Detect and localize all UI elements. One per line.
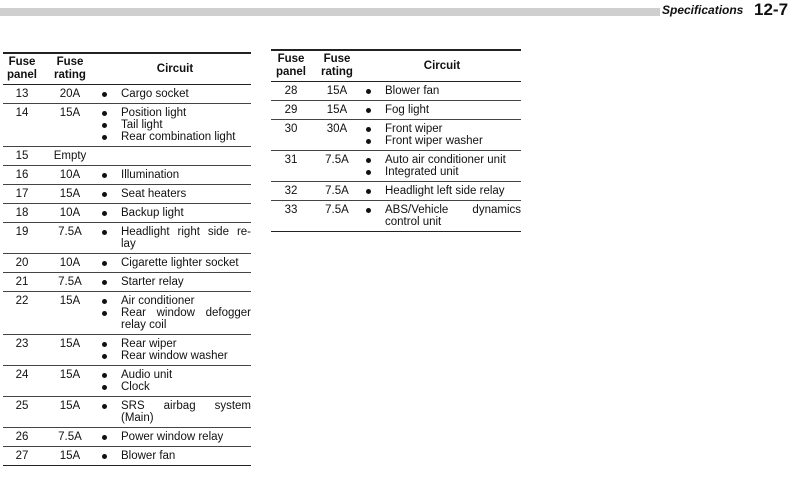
table-row xyxy=(3,428,251,447)
circuit-cell xyxy=(99,397,251,428)
fuse-rating-header xyxy=(41,53,99,85)
circuit-cell xyxy=(99,166,251,185)
circuit-item: Position light xyxy=(99,107,251,119)
circuit-list xyxy=(363,185,521,197)
fuse-rating-cell: 15A xyxy=(41,292,99,335)
fuse-rating-cell: 7.5A xyxy=(41,273,99,292)
fuse-panel-header xyxy=(3,53,41,85)
fuse-rating-cell: 10A xyxy=(41,166,99,185)
circuit-item: Power window relay xyxy=(99,431,251,443)
table-header-row xyxy=(271,50,521,82)
fuse-panel-cell: 16 xyxy=(3,166,41,185)
fuse-panel-cell: 29 xyxy=(271,101,311,120)
circuit-cell xyxy=(99,223,251,254)
fuse-rating-header xyxy=(311,50,363,82)
fuse-panel-cell: 31 xyxy=(271,151,311,182)
fuse-panel-header-line1: Fuse xyxy=(8,56,36,68)
page-number: 12-7 xyxy=(754,0,789,19)
fuse-panel-cell: 21 xyxy=(3,273,41,292)
circuit-cell xyxy=(99,292,251,335)
circuit-list xyxy=(363,204,521,228)
header-bar xyxy=(0,8,660,16)
fuse-table-right-body xyxy=(271,82,521,232)
circuit-item: Blower fan xyxy=(99,450,251,462)
fuse-table-left xyxy=(3,52,251,466)
fuse-rating-cell: 7.5A xyxy=(311,151,363,182)
fuse-rating-cell: 15A xyxy=(41,185,99,204)
circuit-list xyxy=(363,104,521,116)
circuit-item: Clock xyxy=(99,381,251,393)
fuse-rating-cell: 30A xyxy=(311,120,363,151)
table-row xyxy=(271,201,521,232)
fuse-rating-cell: 7.5A xyxy=(41,223,99,254)
fuse-table-left-body xyxy=(3,85,251,466)
table-row xyxy=(3,166,251,185)
circuit-cell xyxy=(99,366,251,397)
circuit-cell xyxy=(363,201,521,232)
table-row xyxy=(271,82,521,101)
circuit-cell xyxy=(99,335,251,366)
table-row xyxy=(3,335,251,366)
table-row xyxy=(271,101,521,120)
circuit-list xyxy=(99,431,251,443)
fuse-panel-cell: 24 xyxy=(3,366,41,397)
circuit-header: Circuit xyxy=(363,50,521,82)
fuse-rating-cell: 20A xyxy=(41,85,99,104)
circuit-list xyxy=(99,338,251,362)
table-row xyxy=(271,151,521,182)
fuse-panel-cell: 13 xyxy=(3,85,41,104)
fuse-panel-header-line2: panel xyxy=(275,66,307,78)
fuse-panel-cell: 20 xyxy=(3,254,41,273)
table-row xyxy=(3,204,251,223)
circuit-cell xyxy=(99,85,251,104)
fuse-panel-cell: 33 xyxy=(271,201,311,232)
circuit-cell xyxy=(99,204,251,223)
circuit-cell xyxy=(363,151,521,182)
fuse-panel-cell: 30 xyxy=(271,120,311,151)
fuse-panel-cell: 27 xyxy=(3,447,41,466)
fuse-rating-cell: 15A xyxy=(41,447,99,466)
circuit-item: Auto air conditioner unit xyxy=(363,154,521,166)
circuit-header: Circuit xyxy=(99,53,251,85)
fuse-panel-cell: 23 xyxy=(3,335,41,366)
circuit-list xyxy=(99,450,251,462)
table-row xyxy=(3,104,251,147)
table-row xyxy=(3,185,251,204)
fuse-panel-header-line1: Fuse xyxy=(277,53,305,65)
circuit-list xyxy=(99,295,251,331)
circuit-item: SRS airbag system (Main) xyxy=(99,400,251,424)
circuit-cell xyxy=(99,185,251,204)
circuit-cell xyxy=(99,254,251,273)
circuit-item: Headlight left side relay xyxy=(363,185,521,197)
table-row xyxy=(3,254,251,273)
circuit-item: Audio unit xyxy=(99,369,251,381)
circuit-list xyxy=(363,123,521,147)
fuse-panel-cell: 25 xyxy=(3,397,41,428)
fuse-rating-cell: Empty xyxy=(41,147,99,166)
circuit-cell xyxy=(99,147,251,166)
fuse-rating-cell: 7.5A xyxy=(311,182,363,201)
fuse-rating-cell: 15A xyxy=(41,366,99,397)
circuit-list xyxy=(99,107,251,143)
circuit-item: Air conditioner xyxy=(99,295,251,307)
circuit-item: Illumination xyxy=(99,169,251,181)
fuse-rating-header-line2: rating xyxy=(54,69,86,81)
circuit-list xyxy=(99,276,251,288)
circuit-item: Front wiper washer xyxy=(363,135,521,147)
fuse-panel-cell: 15 xyxy=(3,147,41,166)
table-row xyxy=(3,366,251,397)
fuse-rating-cell: 7.5A xyxy=(41,428,99,447)
circuit-list xyxy=(99,226,251,250)
fuse-panel-header xyxy=(271,50,311,82)
table-row xyxy=(3,447,251,466)
fuse-panel-cell: 32 xyxy=(271,182,311,201)
circuit-item: Headlight right side re-lay xyxy=(99,226,251,250)
circuit-list xyxy=(99,369,251,393)
section-title: Specifications xyxy=(662,3,744,17)
circuit-list xyxy=(99,88,251,100)
fuse-rating-header-line1: Fuse xyxy=(323,53,351,65)
fuse-panel-cell: 18 xyxy=(3,204,41,223)
fuse-rating-cell: 15A xyxy=(311,82,363,101)
fuse-rating-header-line2: rating xyxy=(321,66,353,78)
table-row xyxy=(3,397,251,428)
circuit-cell xyxy=(363,182,521,201)
circuit-cell xyxy=(99,104,251,147)
circuit-cell xyxy=(363,120,521,151)
circuit-cell xyxy=(99,447,251,466)
table-row xyxy=(271,120,521,151)
fuse-panel-cell: 14 xyxy=(3,104,41,147)
circuit-list xyxy=(99,257,251,269)
circuit-cell xyxy=(99,428,251,447)
table-row xyxy=(3,273,251,292)
fuse-table-right xyxy=(271,49,521,232)
circuit-item: Rear window defogger relay coil xyxy=(99,307,251,331)
table-header-row xyxy=(3,53,251,85)
fuse-panel-cell: 28 xyxy=(271,82,311,101)
circuit-item: Starter relay xyxy=(99,276,251,288)
circuit-list xyxy=(99,400,251,424)
circuit-item: Tail light xyxy=(99,119,251,131)
fuse-panel-cell: 19 xyxy=(3,223,41,254)
fuse-panel-header-line2: panel xyxy=(6,69,38,81)
fuse-rating-cell: 15A xyxy=(41,397,99,428)
circuit-item: Blower fan xyxy=(363,85,521,97)
circuit-list xyxy=(363,154,521,178)
circuit-cell xyxy=(363,101,521,120)
fuse-rating-cell: 15A xyxy=(311,101,363,120)
circuit-list xyxy=(99,207,251,219)
table-row xyxy=(3,147,251,166)
fuse-rating-header-line1: Fuse xyxy=(56,56,84,68)
circuit-item: Rear combination light xyxy=(99,131,251,143)
fuse-rating-cell: 15A xyxy=(41,104,99,147)
circuit-item: Cigarette lighter socket xyxy=(99,257,251,269)
circuit-item: Rear window washer xyxy=(99,350,251,362)
circuit-cell xyxy=(99,273,251,292)
fuse-panel-cell: 17 xyxy=(3,185,41,204)
fuse-rating-cell: 7.5A xyxy=(311,201,363,232)
circuit-item: Rear wiper xyxy=(99,338,251,350)
table-row xyxy=(271,182,521,201)
circuit-item: Backup light xyxy=(99,207,251,219)
table-row xyxy=(3,223,251,254)
circuit-item: Seat heaters xyxy=(99,188,251,200)
table-row xyxy=(3,292,251,335)
circuit-list xyxy=(99,188,251,200)
fuse-panel-cell: 22 xyxy=(3,292,41,335)
circuit-item: Fog light xyxy=(363,104,521,116)
circuit-item: ABS/Vehicle dynamics control unit xyxy=(363,204,521,228)
circuit-list xyxy=(363,85,521,97)
circuit-item: Cargo socket xyxy=(99,88,251,100)
circuit-list xyxy=(99,169,251,181)
circuit-item: Integrated unit xyxy=(363,166,521,178)
fuse-panel-cell: 26 xyxy=(3,428,41,447)
circuit-cell xyxy=(363,82,521,101)
fuse-rating-cell: 10A xyxy=(41,204,99,223)
fuse-rating-cell: 15A xyxy=(41,335,99,366)
fuse-rating-cell: 10A xyxy=(41,254,99,273)
circuit-item: Front wiper xyxy=(363,123,521,135)
table-row xyxy=(3,85,251,104)
